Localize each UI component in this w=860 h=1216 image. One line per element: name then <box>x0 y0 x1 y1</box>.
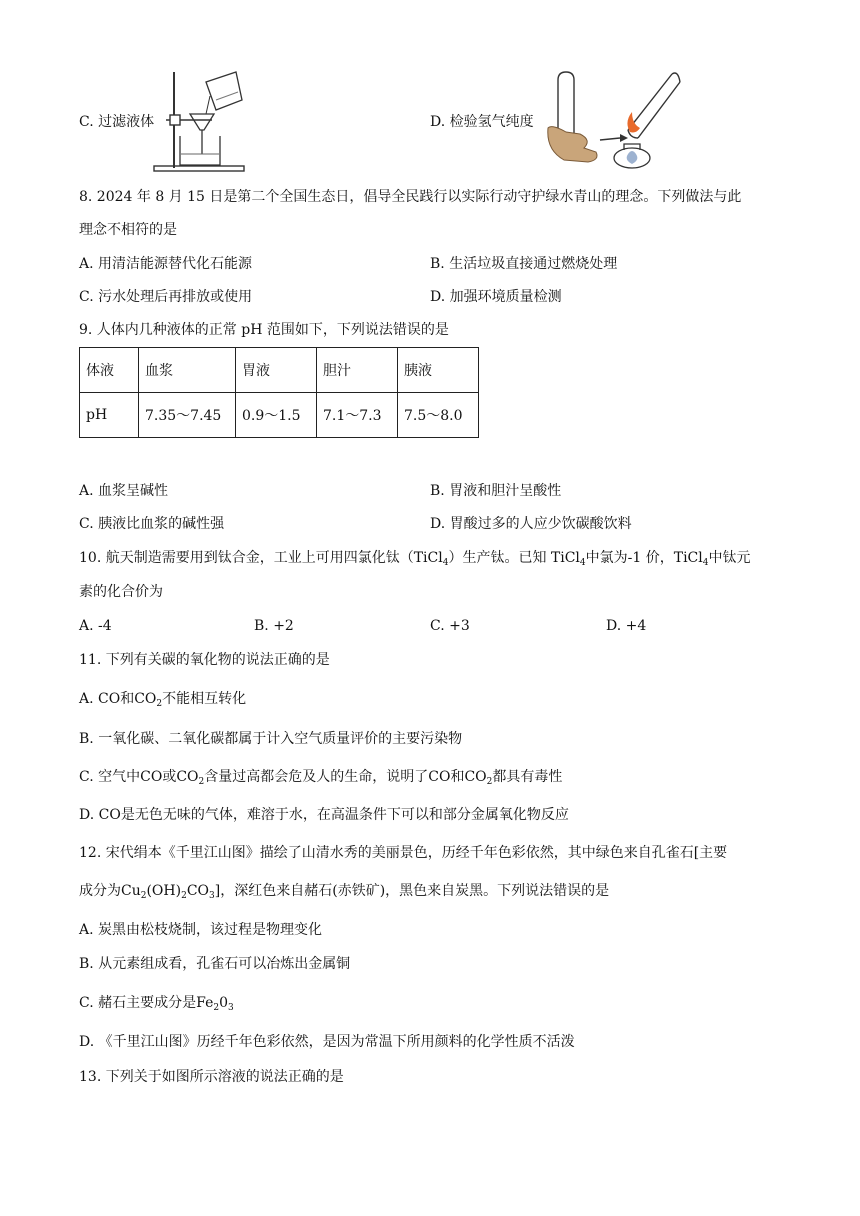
q10-stem-line2: 素的化合价为 <box>79 584 163 600</box>
q11-option-a <box>79 689 246 714</box>
table-cell: 血浆 <box>139 348 236 393</box>
q8-option-c: C. 污水处理后再排放或使用 <box>79 289 253 305</box>
formula-fe: Fe <box>196 995 214 1011</box>
q9-option-a: A. 血浆呈碱性 <box>79 483 169 499</box>
q10-text: 中氯为-1 价，TiCl <box>585 550 703 566</box>
table-cell: pH <box>80 393 139 438</box>
table-cell: 胆汁 <box>317 348 398 393</box>
q11-option-b: B. 一氧化碳、二氧化碳都属于计入空气质量评价的主要污染物 <box>79 731 463 747</box>
ph-table <box>79 347 479 438</box>
hydrogen-purity-test-illustration <box>544 68 684 178</box>
q8-stem-line2: 理念不相符的是 <box>79 222 177 238</box>
q8-option-d: D. 加强环境质量检测 <box>430 289 562 305</box>
q11-text: 都具有毒性 <box>492 769 563 785</box>
formula-co2: CO <box>134 691 157 707</box>
formula-cu: Cu <box>121 883 141 899</box>
subscript: 3 <box>228 1003 234 1013</box>
q7-option-c: C. 过滤液体 <box>79 114 155 130</box>
q9-option-b: B. 胃液和胆汁呈酸性 <box>430 483 562 499</box>
filtration-apparatus-illustration <box>150 70 250 174</box>
formula-o: 0 <box>219 995 229 1011</box>
formula-co2: CO <box>464 769 487 785</box>
q11-text: 和 <box>450 769 465 785</box>
q11-option-d <box>79 805 569 825</box>
q12-text: C. 赭石主要成分是 <box>79 995 197 1011</box>
q9-stem: 9. 人体内几种液体的正常 pH 范围如下，下列说法错误的是 <box>79 322 449 338</box>
table-cell: 胰液 <box>398 348 479 393</box>
formula-co: CO <box>98 691 121 707</box>
option-label: D. <box>79 807 95 823</box>
q7-option-d: D. 检验氢气纯度 <box>430 114 534 130</box>
q10-option-c: C. +3 <box>430 618 470 634</box>
q8-option-a: A. 用清洁能源替代化石能源 <box>79 256 253 272</box>
formula-co: CO <box>98 807 121 823</box>
q11-text: 含量过高都会危及人的生命，说明了 <box>204 769 429 785</box>
subscript: 2 <box>140 891 147 901</box>
q11-text: C. 空气中 <box>79 769 141 785</box>
q10-option-d: D. +4 <box>606 618 647 634</box>
q12-option-d: D. 《千里江山图》历经千年色彩依然，是因为常温下所用颜料的化学性质不活泼 <box>79 1034 575 1050</box>
q12-text: ]，深红色来自赭石(赤铁矿)，黑色来自炭黑。下列说法错误的是 <box>214 883 610 899</box>
q10-option-b: B. +2 <box>254 618 294 634</box>
table-cell: 7.35～7.45 <box>139 393 236 438</box>
table-cell: 0.9～1.5 <box>236 393 317 438</box>
formula-co: CO <box>140 769 163 785</box>
formula-co2: CO <box>176 769 199 785</box>
table-cell: 胃液 <box>236 348 317 393</box>
formula-co: CO <box>186 883 210 899</box>
q9-option-d: D. 胃酸过多的人应少饮碳酸饮料 <box>430 516 632 532</box>
q12-option-b: B. 从元素组成看，孔雀石可以冶炼出金属铜 <box>79 956 351 972</box>
table-cell: 体液 <box>80 348 139 393</box>
q10-text: ）生产钛。已知 TiCl <box>448 550 580 566</box>
q12-option-c <box>79 993 234 1018</box>
q11-text: 或 <box>162 769 177 785</box>
subscript: 2 <box>213 1003 220 1013</box>
table-cell: 7.5～8.0 <box>398 393 479 438</box>
formula-co: CO <box>428 769 451 785</box>
subscript: 2 <box>486 777 493 787</box>
q11-text: 和 <box>120 691 135 707</box>
subscript: 4 <box>442 558 449 568</box>
q9-option-c: C. 胰液比血浆的碱性强 <box>79 516 225 532</box>
option-label: A. <box>79 691 94 707</box>
q12-text: 成分为 <box>79 883 121 899</box>
q8-option-b: B. 生活垃圾直接通过燃烧处理 <box>430 256 618 272</box>
q11-option-c <box>79 767 562 792</box>
subscript: 4 <box>702 558 709 568</box>
q10-option-a: A. -4 <box>79 618 112 634</box>
q11-stem: 11. 下列有关碳的氧化物的说法正确的是 <box>79 652 330 668</box>
subscript: 3 <box>209 891 215 901</box>
q11-text: 不能相互转化 <box>162 691 247 707</box>
q12-stem-line2 <box>79 881 609 906</box>
q13-stem: 13. 下列关于如图所示溶液的说法正确的是 <box>79 1069 344 1085</box>
q11-text: 是无色无味的气体，难溶于水，在高温条件下可以和部分金属氧化物反应 <box>120 807 569 823</box>
q10-text: 10. 航天制造需要用到钛合金，工业上可用四氯化钛（TiCl <box>79 550 443 566</box>
q8-stem-line1: 8. 2024 年 8 月 15 日是第二个全国生态日，倡导全民践行以实际行动守护绿水青山的理念。下列做法与此 <box>79 189 742 205</box>
formula-oh: (OH) <box>146 883 182 899</box>
table-cell: 7.1～7.3 <box>317 393 398 438</box>
subscript: 4 <box>579 558 586 568</box>
subscript: 2 <box>156 699 163 709</box>
q12-stem-line1: 12. 宋代绢本《千里江山图》描绘了山清水秀的美丽景色，历经千年色彩依然，其中绿色来自孔雀石[主要 <box>79 845 728 861</box>
q12-option-a: A. 炭黑由松枝烧制，该过程是物理变化 <box>79 922 323 938</box>
table-row <box>80 393 479 438</box>
table-row <box>80 348 479 393</box>
q10-text: 中钛元 <box>708 550 751 566</box>
subscript: 2 <box>181 891 187 901</box>
q10-stem-line1 <box>79 548 750 573</box>
subscript: 2 <box>198 777 205 787</box>
